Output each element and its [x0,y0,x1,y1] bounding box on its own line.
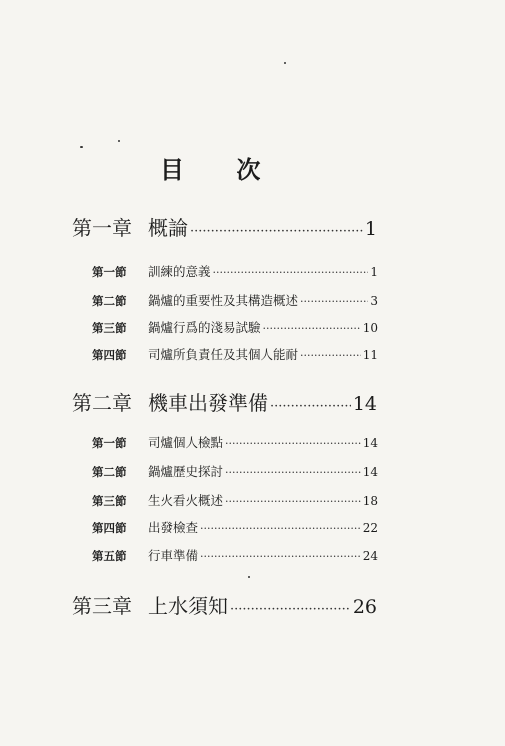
dot-leader [190,216,363,240]
section-label: 第二節 [92,294,127,308]
chapter-name: 上水須知 [148,594,228,618]
toc-chapter-1 [72,212,377,241]
chapter-name: 概論 [148,216,188,240]
toc-section [92,318,378,336]
dot-leader [225,493,361,508]
section-label: 第四節 [92,521,127,535]
section-name: 生火看火概述 [148,493,224,508]
dot-leader [270,391,351,415]
section-name: 訓練的意義 [148,264,211,279]
dot-leader [230,594,351,618]
section-page: 3 [370,294,378,308]
section-page: 14 [362,436,378,450]
toc-section [92,345,378,363]
dot-leader [200,548,361,563]
section-label: 第一節 [92,265,127,279]
section-label: 第二節 [92,465,127,479]
chapter-page: 1 [364,218,377,240]
section-label: 第三節 [92,494,127,508]
section-page: 24 [362,549,378,563]
section-label: 第五節 [92,549,127,563]
toc-title: 目 次 [160,155,283,184]
chapter-page: 14 [352,393,377,415]
section-page: 11 [362,348,378,362]
print-speck [248,576,250,578]
toc-section [92,262,378,280]
section-name: 司爐所負責任及其個人能耐 [148,347,299,362]
toc-section [92,546,378,564]
section-name: 出發檢查 [148,520,199,535]
print-speck [118,140,120,142]
section-page: 14 [362,465,378,479]
toc-section [92,518,378,536]
toc-chapter-3 [72,590,377,619]
toc-section [92,491,378,509]
dot-leader [263,320,361,335]
section-page: 22 [362,521,378,535]
toc-chapter-2 [72,387,377,416]
dot-leader [225,464,361,479]
dot-leader [213,264,369,279]
chapter-page: 26 [352,596,377,618]
dot-leader [300,347,361,362]
chapter-name: 機車出發準備 [148,391,268,415]
section-page: 1 [370,265,378,279]
section-name: 司爐個人檢點 [148,435,224,450]
toc-section [92,433,378,451]
section-name: 行車準備 [148,548,199,563]
section-name: 鍋爐的重要性及其構造概述 [148,293,299,308]
print-speck [80,146,83,148]
section-label: 第一節 [92,436,127,450]
dot-leader [225,435,361,450]
dot-leader [300,293,368,308]
chapter-label: 第三章 [72,594,132,618]
section-label: 第四節 [92,348,127,362]
section-label: 第三節 [92,321,127,335]
dot-leader [200,520,361,535]
print-speck [284,62,286,64]
section-name: 鍋爐行爲的淺易試驗 [148,320,261,335]
toc-section [92,291,378,309]
section-page: 10 [362,321,378,335]
section-name: 鍋爐歷史探討 [148,464,224,479]
chapter-label: 第二章 [72,391,132,415]
chapter-label: 第一章 [72,216,132,240]
toc-section [92,462,378,480]
section-page: 18 [362,494,378,508]
